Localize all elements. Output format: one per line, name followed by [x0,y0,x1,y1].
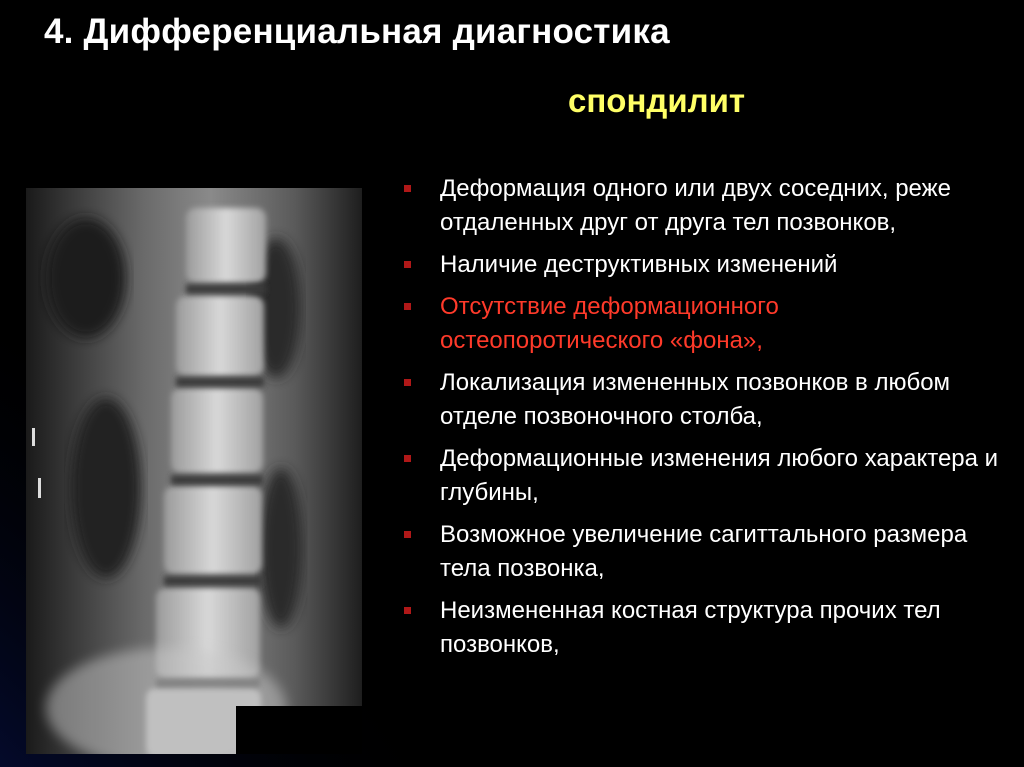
square-bullet-icon [404,261,411,268]
square-bullet-icon [404,185,411,192]
bullet-text: Локализация измененных позвонков в любом отделе позвоночного столба, [440,369,951,430]
bullet-item-bone-structure [396,594,1006,662]
square-bullet-icon [404,379,411,386]
spine-xray-image [26,188,362,754]
bullet-item-deformation [396,172,1006,240]
bullet-text: Отсутствие деформационного остеопоротического «фона», [440,293,779,354]
bullet-item-no-osteoporosis [396,290,1006,358]
bullet-item-destruction [396,248,1006,282]
square-bullet-icon [404,607,411,614]
bullet-text: Деформационные изменения любого характера и глубины, [440,445,999,506]
square-bullet-icon [404,303,411,310]
bullet-text: Возможное увеличение сагиттального размера тела позвонка, [440,521,968,582]
bullet-item-sagittal-size [396,518,1006,586]
bullet-list [396,172,1006,670]
square-bullet-icon [404,531,411,538]
slide-subtitle: спондилит [568,82,746,119]
bullet-item-localization [396,366,1006,434]
slide-title: 4. Дифференциальная диагностика [44,12,670,51]
bullet-text: Деформация одного или двух соседних, реже отдаленных друг от друга тел позвонков, [440,175,952,236]
bullet-text: Неизмененная костная структура прочих тел позвонков, [440,597,941,658]
square-bullet-icon [404,455,411,462]
bullet-text: Наличие деструктивных изменений [440,251,838,278]
bullet-item-deformation-changes [396,442,1006,510]
